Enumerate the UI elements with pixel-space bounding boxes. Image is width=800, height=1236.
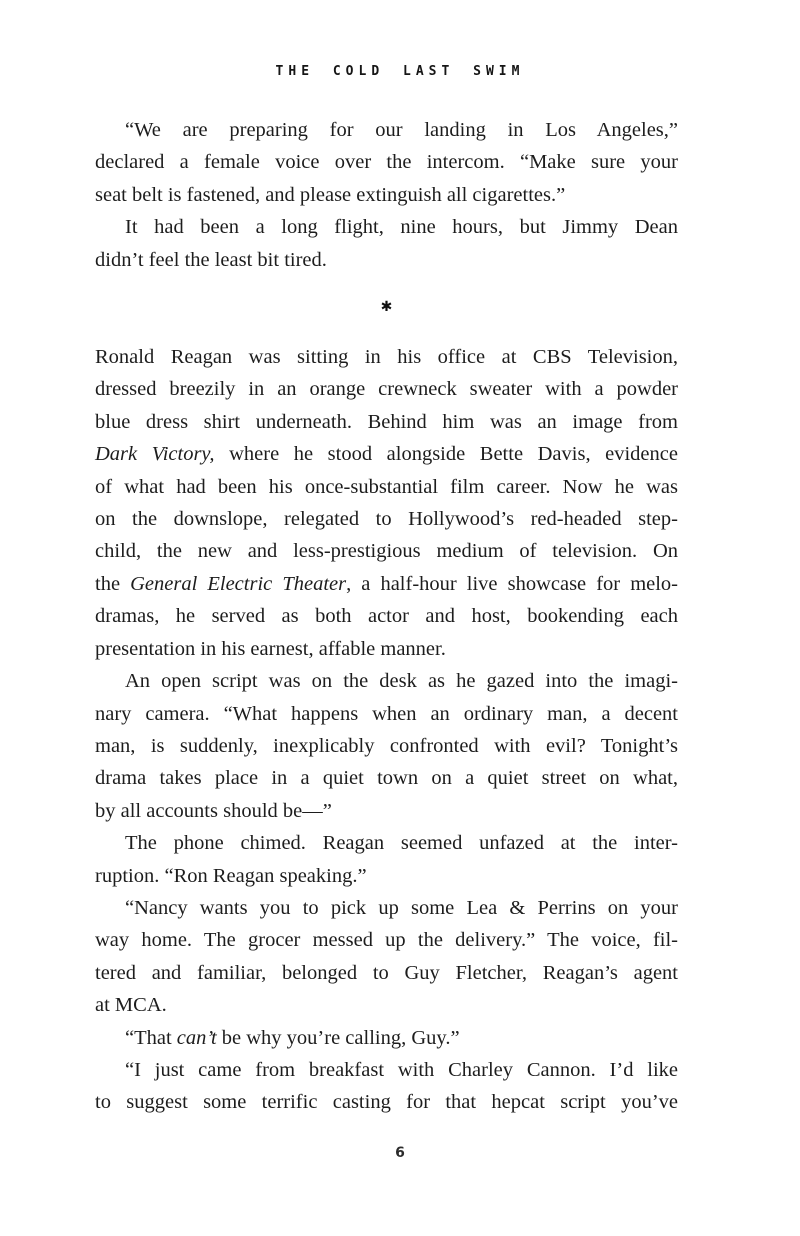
italic-text: can’t [176, 1026, 217, 1049]
text-line [95, 406, 678, 438]
text-line [95, 730, 678, 762]
text-segment: dressed breezily in an orange crewneck sweater with a powder [95, 378, 678, 401]
text-segment: declared a female voice over the intercom. “Make sure your [95, 151, 678, 174]
text-line [95, 373, 678, 405]
paragraph [95, 341, 678, 665]
text-line [95, 924, 678, 956]
paragraph [95, 892, 678, 1022]
text-segment: on the downslope, relegated to Hollywood’s red-headed step- [95, 508, 678, 531]
text-line [95, 989, 678, 1021]
text-segment: man, is suddenly, inexplicably confronted with evil? Tonight’s [95, 734, 678, 757]
text-segment: An open script was on the desk as he gazed into the imagi- [125, 670, 678, 693]
text-segment: tered and familiar, belonged to Guy Fletcher, Reagan’s agent [95, 961, 678, 984]
paragraph [95, 1022, 678, 1054]
text-segment: drama takes place in a quiet town on a quiet street on what, [95, 767, 678, 790]
text-line [95, 1054, 678, 1086]
text-line [95, 892, 678, 924]
text-line [95, 146, 678, 178]
text-segment: dramas, he served as both actor and host, bookending each [95, 605, 678, 628]
text-line [95, 114, 678, 146]
text-line [95, 471, 678, 503]
paragraph [95, 1054, 678, 1119]
text-segment: nary camera. “What happens when an ordinary man, a decent [95, 702, 678, 725]
text-segment: blue dress shirt underneath. Behind him was an image from [95, 410, 678, 433]
text-segment: “Nancy wants you to pick up some Lea & Perrins on your [125, 896, 678, 919]
italic-text: General Electric Theater [130, 572, 347, 595]
text-line [95, 600, 678, 632]
text-line [95, 795, 678, 827]
page-number: 6 [395, 1144, 405, 1161]
text-line [95, 244, 678, 276]
text-segment: “I just came from breakfast with Charley Cannon. I’d like [125, 1058, 678, 1081]
paragraph [95, 114, 678, 211]
text-segment: the [95, 572, 131, 595]
text-line [95, 860, 678, 892]
text-segment: “We are preparing for our landing in Los Angeles,” [125, 119, 678, 141]
text-segment: where he stood alongside Bette Davis, evidence [214, 443, 678, 466]
text-segment: It had been a long flight, nine hours, but Jimmy Dean [125, 216, 678, 239]
text-segment: Ronald Reagan was sitting in his office at CBS Television, [95, 346, 678, 369]
text-line [95, 633, 678, 665]
text-line [95, 179, 678, 211]
text-segment: didn’t feel the least bit tired. [95, 248, 327, 271]
text-segment: at MCA. [95, 994, 167, 1017]
text-segment: , a half-hour live showcase for melo- [346, 572, 679, 595]
text-line [95, 211, 678, 243]
text-segment: seat belt is fastened, and please extinguish all cigarettes.” [95, 183, 566, 206]
text-segment: way home. The grocer messed up the delivery.” The voice, fil- [95, 929, 678, 952]
text-segment: by all accounts should be—” [95, 799, 332, 822]
text-segment: ruption. “Ron Reagan speaking.” [95, 864, 367, 887]
text-segment: child, the new and less-prestigious medium of television. On [95, 540, 678, 563]
text-line [95, 698, 678, 730]
text-segment: The phone chimed. Reagan seemed unfazed at the inter- [125, 832, 678, 855]
italic-text: Dark Victory, [95, 443, 215, 466]
text-line [95, 957, 678, 989]
text-line [95, 665, 678, 697]
text-line [95, 1086, 678, 1118]
text-line [95, 1022, 678, 1054]
paragraph [95, 211, 678, 276]
text-segment: of what had been his once-substantial film career. Now he was [95, 475, 678, 498]
text-segment: presentation in his earnest, affable manner. [95, 637, 446, 660]
running-header: THE COLD LAST SWIM [275, 64, 525, 79]
text-line [95, 568, 678, 600]
text-segment: to suggest some terrific casting for that hepcat script you’ve [95, 1091, 678, 1114]
text-line [95, 827, 678, 859]
text-line [95, 341, 678, 373]
paragraph [95, 827, 678, 892]
text-segment: “That [125, 1026, 177, 1049]
text-line [95, 503, 678, 535]
text-segment: be why you’re calling, Guy.” [216, 1026, 460, 1049]
text-line [95, 438, 678, 470]
text-line [95, 762, 678, 794]
paragraph [95, 665, 678, 827]
section-break-ornament: ✱ [380, 300, 393, 316]
text-block [95, 114, 678, 1119]
text-line [95, 535, 678, 567]
